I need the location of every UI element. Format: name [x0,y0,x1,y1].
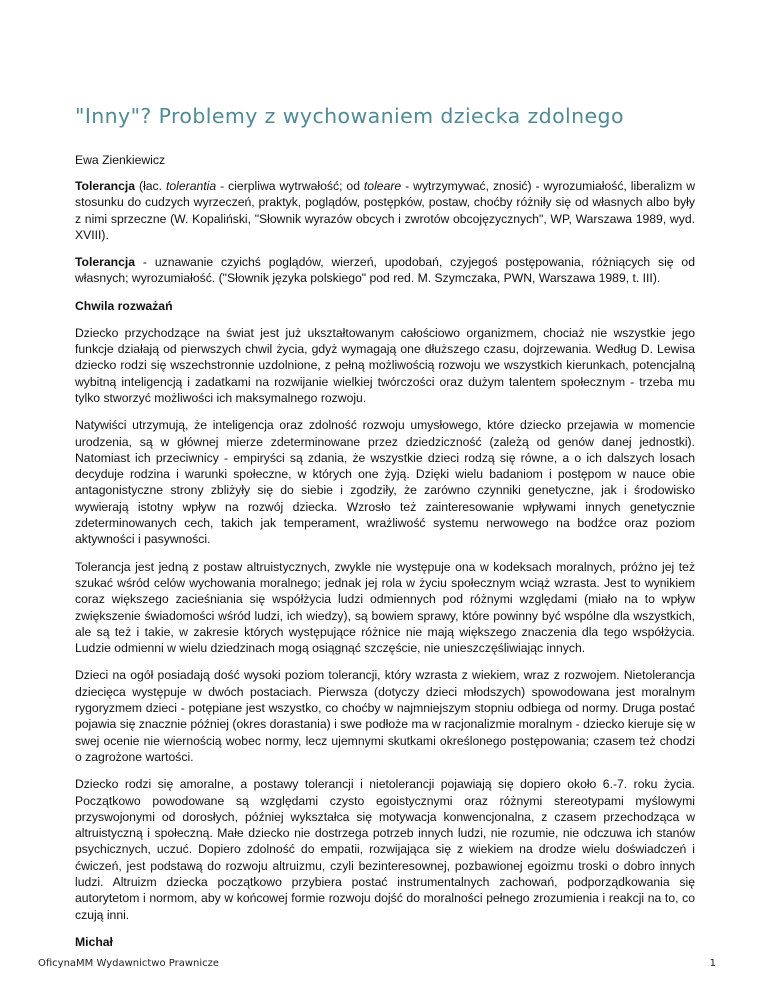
definition-paragraph-1 [75,178,695,243]
definition-text: - wytrzymywać, znosić) - wyrozumiałość, liberalizm w stosunku do cudzych wyrzeczeń, praktyk, poglądów, postępków, postaw, choćby różniły się od własnych albo były z nimi sprzeczne (W. Kopaliński, "Słownik wyrazów obcych i zwrotów obcojęzycznych", WP, Warszawa 1989, wyd. XVIII). [75,179,695,242]
definition-paragraph-2 [75,254,695,287]
latin-term: toleare [363,179,402,193]
body-paragraph: Dzieci na ogół posiadają dość wysoki poziom tolerancji, który wzrasta z wiekiem, wraz z rozwojem. Nietolerancja dziecięca występuje w dwóch postaciach. Pierwsza (dotyczy dzieci młodszych) spowodowana jest moralnym rygoryzmem dzieci - potępiane jest wszystko, co choćby w najmniejszym stopniu odbiega od normy. Druga postać pojawia się znacznie później (okres dorastania) i swe podłoże ma w racjonalizmie moralnym - dziecko kieruje się w swej ocenie nie wiernością wobec normy, lecz ujemnymi skutkami określonego postępowania; czasem też chodzi o zagrożone wartości. [75,668,695,764]
section-heading: Michał [75,934,113,949]
definition-term: Tolerancja [75,255,136,270]
page-number: 1 [709,958,716,969]
definition-term: Tolerancja [75,179,136,193]
document-title: "Inny"? Problemy z wychowaniem dziecka zdolnego [75,104,624,128]
latin-term: tolerantia [166,179,217,193]
body-paragraph: Natywiści utrzymują, że inteligencja oraz zdolność rozwoju umysłowego, które dziecko przejawia w momencie urodzenia, są w głównej mierze zdeterminowane przez dziedziczność (zależą od genów danej jednostki). Natomiast ich przeciwnicy - empiryści są zdania, że wszystkie dzieci rodzą się równe, a o ich dalszych losach decyduje rodzina i warunki społeczne, w których one żyją. Dzięki wielu badaniom i postępom w nauce obie antagonistyczne strony zbliżyły się do siebie i zgodziły, że zarówno czynniki genetyczne, jak i środowisko wywierają istotny wpływ na rozwój dziecka. Wzrosło też zainteresowanie wpływami innych genetycznie zdeterminowanych cech, takich jak temperament, wrażliwość systemu nerwowego na bodźce oraz poziom aktywności i pasywności. [75,418,695,547]
definition-text: - cierpliwa wytrwałość; od [216,179,364,193]
body-paragraph: Dziecko przychodzące na świat jest już ukształtowanym całościowo organizmem, chociaż nie wszystkie jego funkcje działają od pierwszych chwil życia, gdyż wymagają one dłuższego czasu, dojrzewania. Według D. Lewisa dziecko rodzi się wszechstronnie uzdolnione, z pełną możliwością rozwoju we wszystkich kierunkach, potencjalną wybitną inteligencją i zadatkami na rozwijanie wielkiej twórczości oraz dużym talentem społecznym - trzeba mu tylko stworzyć możliwości ich maksymalnego rozwoju. [75,325,695,405]
definition-text: - uznawanie czyichś poglądów, wierzeń, upodobań, czyjegoś postępowania, różniących się od własnych; wyrozumiałość. ("Słownik języka polskiego" pod red. M. Szymczaka, PWN, Warszawa 1989, t. III). [75,255,695,286]
footer-publisher: OficynaMM Wydawnictwo Prawnicze [38,958,220,969]
document-body [75,104,695,961]
definition-text: (łac. [135,179,166,193]
body-paragraph: Tolerancja jest jedną z postaw altruistycznych, zwykle nie występuje ona w kodeksach moralnych, próżno jej też szukać wśród celów wychowania moralnego; jednak jej rola w życiu społecznym wciąż wzrasta. Jest to wynikiem coraz większego zacieśniania się współżycia ludzi odmiennych pod różnymi względami (miało na to wpływ zwiększenie świadomości wśród ludzi, ich wiedzy), są bowiem sprawy, które powinny być wspólne dla wszystkich, ale są też i takie, w zakresie których występujące różnice nie mają większego znaczenia dla tego współżycia. Ludzie odmienni w wielu dziedzinach mogą osiągnąć szczęście, nie unieszczęśliwiając innych. [75,559,695,656]
section-heading: Chwila rozważań [75,298,173,313]
body-paragraph: Dziecko rodzi się amoralne, a postawy tolerancji i nietolerancji pojawiają się dopiero około 6.-7. roku życia. Początkowo powodowane są względami czysto egoistycznymi oraz różnymi stereotypami myślowymi przyswojonymi od dorosłych, później wykształca się motywacja konwencjonalna, z czasem przechodząca w altruistyczną i społeczną. Małe dziecko nie dostrzega potrzeb innych ludzi, nie rozumie, nie odczuwa ich stanów psychicznych, uczuć. Dopiero zdolność do empatii, rozwijająca się z wiekiem na drodze wielu doświadczeń i ćwiczeń, jest podstawą do rozwoju altruizmu, czyli bezinteresownej, pozbawionej egoizmu troski o dobro innych ludzi. Altruizm dziecka początkowo przybiera postać instrumentalnych zachowań, podporządkowania się autorytetom i normom, aby w końcowej formie rozwoju dojść do moralności pełnego zrozumienia i reakcji na to, co czują inni. [75,777,695,922]
author-name: Ewa Zienkiewicz [75,153,166,167]
